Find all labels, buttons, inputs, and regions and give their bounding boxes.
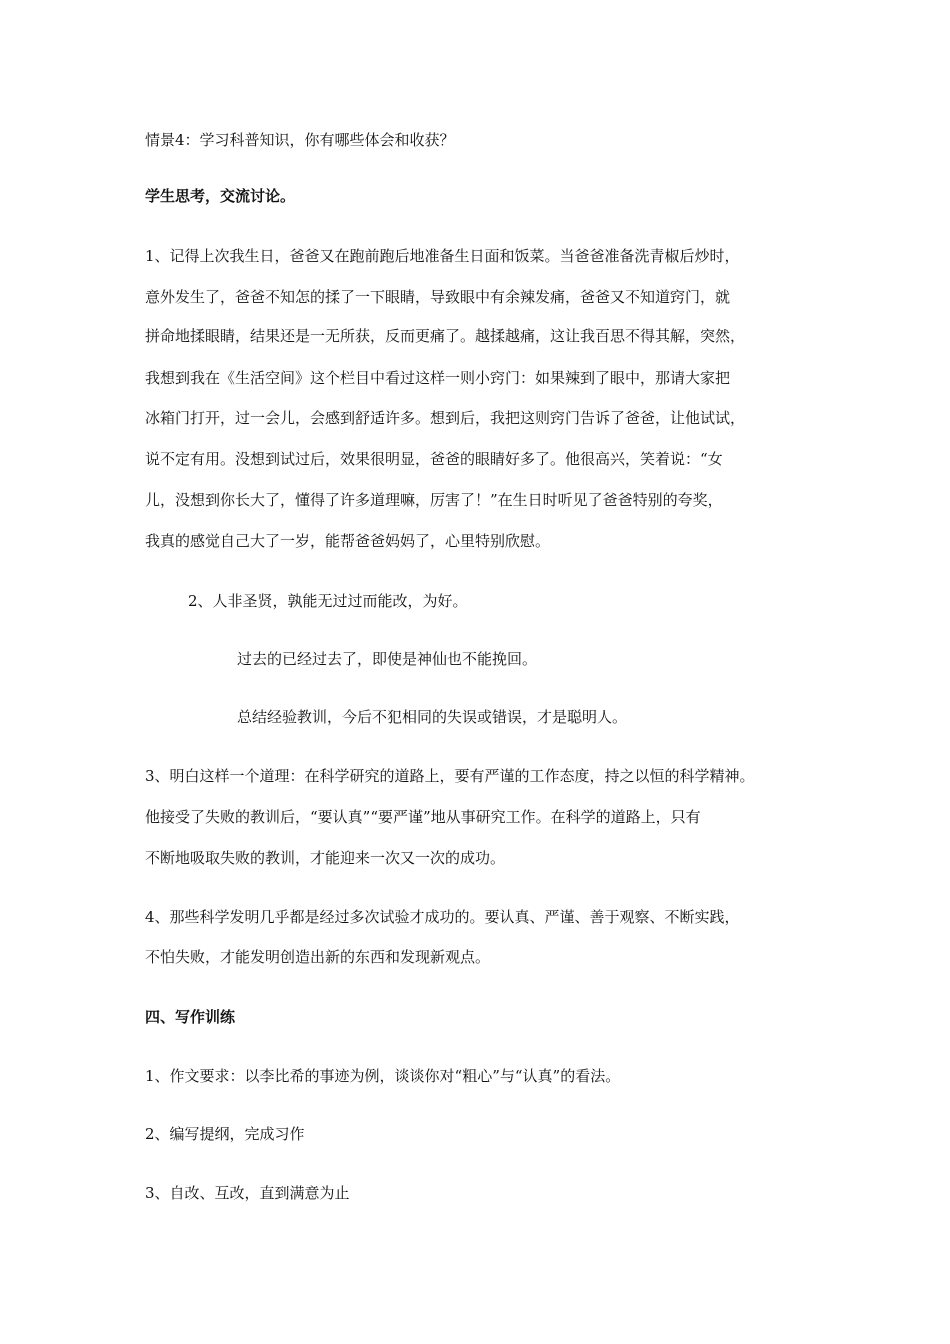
paragraph-line: 不断地吸取失败的教训，才能迎来一次又一次的成功。 <box>145 849 506 867</box>
section-heading-writing: 四、写作训练 <box>145 1008 236 1026</box>
paragraph-line: 1、作文要求：以李比希的事迹为例，谈谈你对“粗心”与“认真”的看法。 <box>145 1067 621 1085</box>
paragraph-line: 4、那些科学发明几乎都是经过多次试验才成功的。要认真、严谨、善于观察、不断实践， <box>145 908 740 926</box>
paragraph-line: 拼命地揉眼睛，结果还是一无所获，反而更痛了。越揉越痛，这让我百思不得其解，突然， <box>145 327 746 345</box>
paragraph-line: 总结经验教训，今后不犯相同的失误或错误，才是聪明人。 <box>237 708 628 726</box>
paragraph-line: 我想到我在《生活空间》这个栏目中看过这样一则小窍门：如果辣到了眼中，那请大家把 <box>145 369 731 387</box>
scenario-question: 情景4：学习科普知识，你有哪些体会和收获？ <box>145 131 455 149</box>
paragraph-line: 1、记得上次我生日，爸爸又在跑前跑后地准备生日面和饭菜。当爸爸准备洗青椒后炒时， <box>145 247 740 265</box>
paragraph-line: 冰箱门打开，过一会儿，会感到舒适许多。想到后，我把这则窍门告诉了爸爸，让他试试， <box>145 409 746 427</box>
paragraph-line: 3、明白这样一个道理：在科学研究的道路上，要有严谨的工作态度，持之以恒的科学精神。 <box>145 767 755 785</box>
paragraph-line: 2、人非圣贤，孰能无过过而能改，为好。 <box>188 592 468 610</box>
paragraph-line: 他接受了失败的教训后，“要认真”“要严谨”地从事研究工作。在科学的道路上，只有 <box>145 808 701 826</box>
paragraph-line: 儿，没想到你长大了，懂得了许多道理嘛，厉害了！”在生日时听见了爸爸特别的夸奖， <box>145 491 723 509</box>
paragraph-line: 3、自改、互改，直到满意为止 <box>145 1184 350 1202</box>
paragraph-line: 说不定有用。没想到试过后，效果很明显，爸爸的眼睛好多了。他很高兴，笑着说：“女 <box>145 450 723 468</box>
section-heading-discussion: 学生思考，交流讨论。 <box>145 187 296 205</box>
paragraph-line: 不怕失败，才能发明创造出新的东西和发现新观点。 <box>145 948 491 966</box>
paragraph-line: 2、编写提纲，完成习作 <box>145 1125 305 1143</box>
paragraph-line: 我真的感觉自己大了一岁，能帮爸爸妈妈了，心里特别欣慰。 <box>145 532 551 550</box>
paragraph-line: 意外发生了，爸爸不知怎的揉了一下眼睛，导致眼中有余辣发痛，爸爸又不知道窍门，就 <box>145 288 731 306</box>
paragraph-line: 过去的已经过去了，即使是神仙也不能挽回。 <box>237 650 538 668</box>
